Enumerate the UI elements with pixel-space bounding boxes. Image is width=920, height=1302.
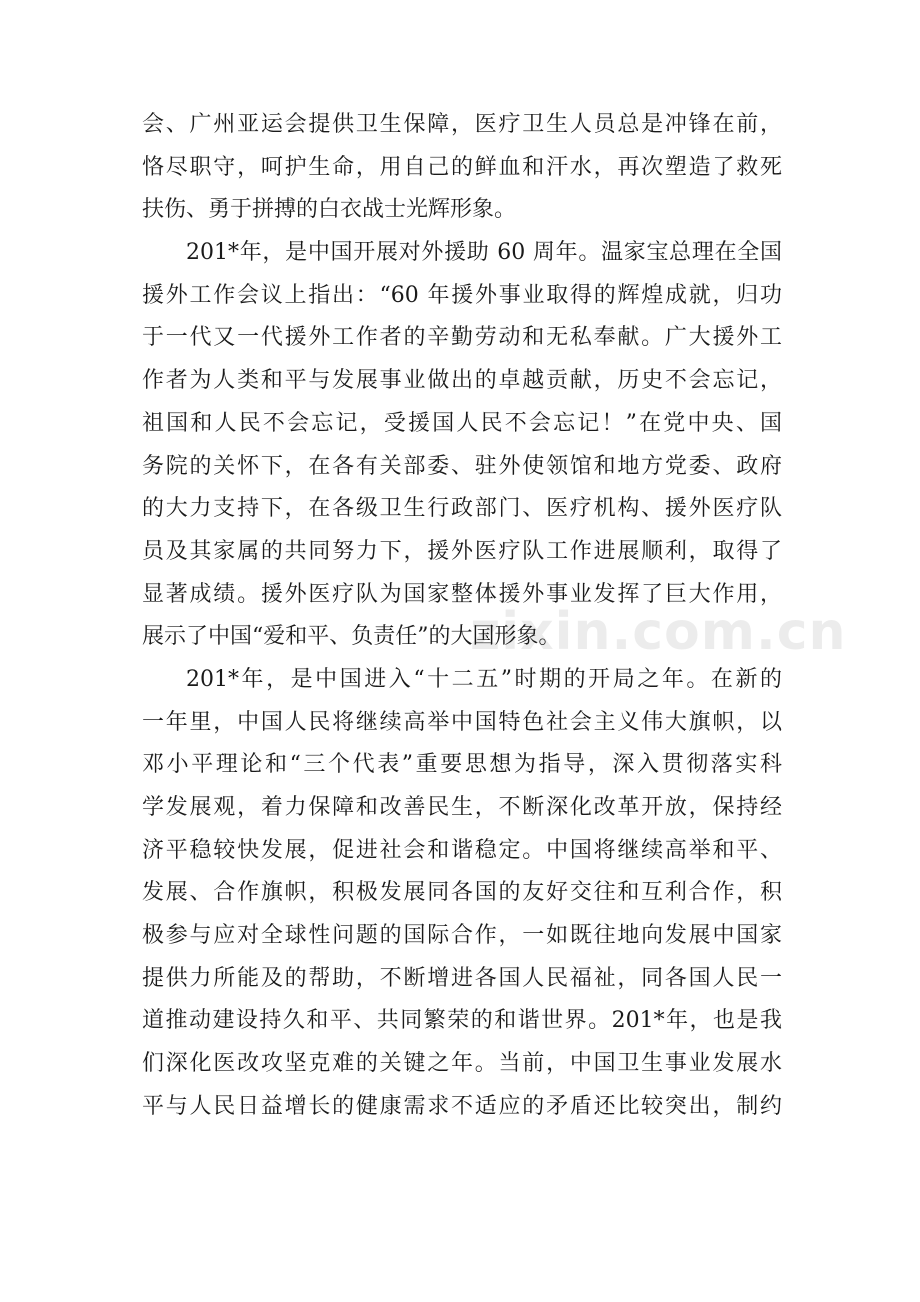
text-line: 发展、合作旗帜，积极发展同各国的友好交往和互利合作，积 <box>142 880 782 906</box>
watermark: zixin.com.cn <box>470 602 847 662</box>
text-line: 员及其家属的共同努力下，援外医疗队工作进展顺利，取得了 <box>142 538 782 564</box>
text-line: 展示了中国“爱和平、负责任”的大国形象。 <box>142 624 561 650</box>
text-line: 平与人民日益增长的健康需求不适应的矛盾还比较突出，制约 <box>142 1093 782 1119</box>
text-line: 会、广州亚运会提供卫生保障，医疗卫生人员总是冲锋在前， <box>142 112 782 137</box>
paragraph <box>142 104 782 232</box>
text-line: 一年里，中国人民将继续高举中国特色社会主义伟大旗帜，以 <box>142 709 782 735</box>
text-line: 显著成绩。援外医疗队为国家整体援外事业发挥了巨大作用， <box>142 581 782 607</box>
text-line: 扶伤、勇于拼搏的白衣战士光辉形象。 <box>142 197 517 223</box>
paragraph <box>142 232 782 659</box>
text-line: 于一代又一代援外工作者的辛勤劳动和无私奉献。广大援外工 <box>142 325 782 351</box>
text-line: 济平稳较快发展，促进社会和谐稳定。中国将继续高举和平、 <box>142 837 782 863</box>
text-line: 作者为人类和平与发展事业做出的卓越贡献，历史不会忘记， <box>142 368 782 394</box>
text-line: 邓小平理论和“三个代表”重要思想为指导，深入贯彻落实科 <box>142 752 782 778</box>
text-line: 学发展观，着力保障和改善民生，不断深化改革开放，保持经 <box>142 795 782 820</box>
text-line: 201*年，是中国进入“十二五”时期的开局之年。在新的 <box>186 666 782 692</box>
text-line: 的大力支持下，在各级卫生行政部门、医疗机构、援外医疗队 <box>142 496 782 522</box>
text-line: 务院的关怀下，在各有关部委、驻外使领馆和地方党委、政府 <box>142 453 782 479</box>
text-line: 援外工作会议上指出：“60 年援外事业取得的辉煌成就，归功 <box>142 282 782 308</box>
text-line: 们深化医改攻坚克难的关键之年。当前，中国卫生事业发展水 <box>142 1051 782 1077</box>
paragraph <box>142 659 782 1129</box>
text-line: 道推动建设持久和平、共同繁荣的和谐世界。201*年，也是我 <box>142 1008 782 1034</box>
text-line: 祖国和人民不会忘记，受援国人民不会忘记！”在党中央、国 <box>142 410 782 436</box>
text-line: 提供力所能及的帮助，不断增进各国人民福祉，同各国人民一 <box>142 965 782 991</box>
text-line: 恪尽职守，呵护生命，用自己的鲜血和汗水，再次塑造了救死 <box>142 154 782 180</box>
text-line: 201*年，是中国开展对外援助 60 周年。温家宝总理在全国 <box>186 240 782 266</box>
document-body <box>142 104 782 1129</box>
text-line: 极参与应对全球性问题的国际合作，一如既往地向发展中国家 <box>142 923 782 949</box>
